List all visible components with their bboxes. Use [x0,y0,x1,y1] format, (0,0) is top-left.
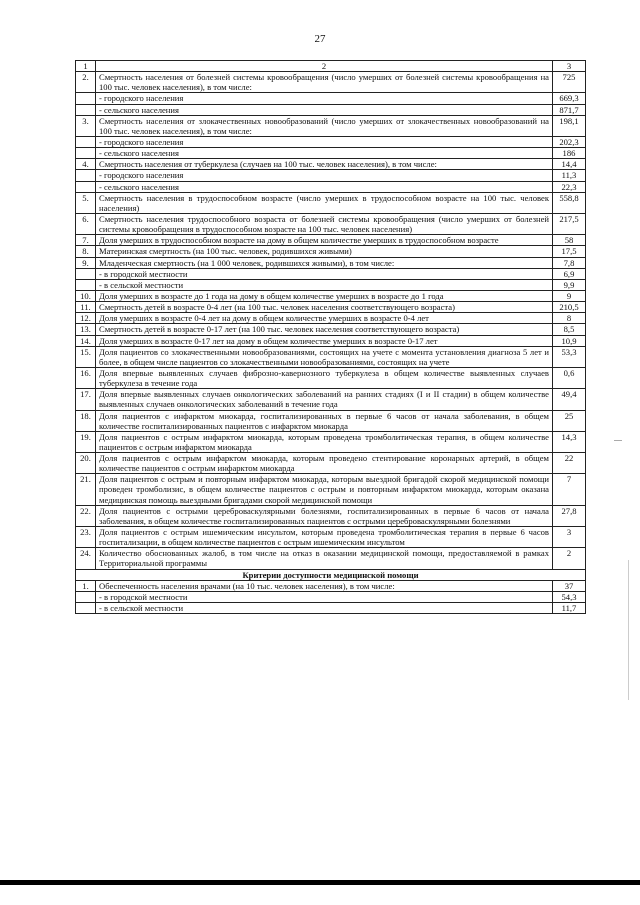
row-value: 669,3 [553,93,586,104]
row-number: 16. [76,367,96,388]
row-value: 27,8 [553,505,586,526]
row-indicator-text: - городского населения [96,170,553,181]
table-row [76,346,586,367]
table-row [76,104,586,115]
table-row [76,335,586,346]
table-row [76,603,586,614]
row-number [76,268,96,279]
table-row [76,453,586,474]
row-value: 7 [553,474,586,505]
table-row [76,93,586,104]
table-row [76,527,586,548]
row-number: 11. [76,302,96,313]
row-indicator-text: Доля пациентов с острыми цереброваскулярными болезнями, госпитализированных в первые 6 часов от начала заболевания, в общем количестве госпитализированных пациентов с острыми цереброваскулярными болезнями [96,505,553,526]
table-row [76,302,586,313]
row-value: 22 [553,453,586,474]
row-indicator-text: - городского населения [96,136,553,147]
header-cell: 2 [96,61,553,72]
row-value: 49,4 [553,389,586,410]
row-indicator-text: - городского населения [96,93,553,104]
row-indicator-text: Доля впервые выявленных случаев фиброзно-кавернозного туберкулеза в общем количестве выявленных случаев туберкулеза в течение года [96,367,553,388]
row-value: 9,9 [553,279,586,290]
table-row [76,181,586,192]
table-row [76,474,586,505]
row-indicator-text: Доля пациентов с острым инфарктом миокарда, которым проведена тромболитическая терапия, в общем количестве пациентов с острым инфарктом миокарда [96,431,553,452]
table-row [76,591,586,602]
row-indicator-text: Доля пациентов со злокачественными новообразованиями, состоящих на учете с момента установления диагноза 5 лет и более, в общем числе пациентов со злокачественными новообразованиями, состоящих на учете [96,346,553,367]
row-value: 2 [553,548,586,569]
row-indicator-text: - в сельской местности [96,279,553,290]
table-row [76,580,586,591]
row-indicator-text: Смертность населения трудоспособного возраста от болезней системы кровообращения (число умерших от болезней системы кровообращения в трудоспособном возрасте на 100 тыс. человек населения) [96,213,553,234]
row-value: 558,8 [553,192,586,213]
table-row [76,410,586,431]
row-indicator-text: Смертность населения от злокачественных новообразований (число умерших от злокачественных новообразований на 100 тыс. человек населения), в том числе: [96,115,553,136]
row-value: 25 [553,410,586,431]
row-indicator-text: - в городской местности [96,268,553,279]
row-value: 202,3 [553,136,586,147]
table-row [76,148,586,159]
row-number: 24. [76,548,96,569]
table-row [76,246,586,257]
row-number: 15. [76,346,96,367]
row-value: 54,3 [553,591,586,602]
row-indicator-text: Количество обоснованных жалоб, в том числе на отказ в оказании медицинской помощи, предоставляемой в рамках Территориальной программы [96,548,553,569]
row-number: 18. [76,410,96,431]
row-indicator-text: Смертность детей в возрасте 0-4 лет (на 100 тыс. человек населения соответствующего возраста) [96,302,553,313]
table-header-row [76,61,586,72]
row-number: 5. [76,192,96,213]
row-value: 58 [553,235,586,246]
row-number: 8. [76,246,96,257]
row-number [76,591,96,602]
row-value: 210,5 [553,302,586,313]
row-number: 2. [76,72,96,93]
row-value: 8 [553,313,586,324]
page-number: 27 [314,33,326,45]
header-cell: 3 [553,61,586,72]
row-number: 22. [76,505,96,526]
table-row [76,268,586,279]
table-row [76,136,586,147]
row-value: 37 [553,580,586,591]
row-value: 725 [553,72,586,93]
row-number [76,279,96,290]
row-indicator-text: Смертность детей в возрасте 0-17 лет (на 100 тыс. человек населения соответствующего возраста) [96,324,553,335]
row-indicator-text: Доля пациентов с острым ишемическим инсультом, которым проведена тромболитическая терапия в первые 6 часов госпитализации, в общем количестве пациентов с острым ишемическим инсультом [96,527,553,548]
row-value: 8,5 [553,324,586,335]
table-row [76,192,586,213]
row-number [76,181,96,192]
row-number: 12. [76,313,96,324]
row-indicator-text: - в городской местности [96,591,553,602]
row-indicator-text: Доля умерших в возрасте до 1 года на дому в общем количестве умерших в возрасте до 1 года [96,290,553,301]
row-value: 186 [553,148,586,159]
row-number: 14. [76,335,96,346]
row-value: 22,3 [553,181,586,192]
row-indicator-text: - сельского населения [96,104,553,115]
row-value: 11,3 [553,170,586,181]
row-number: 13. [76,324,96,335]
row-number: 19. [76,431,96,452]
row-indicator-text: Доля впервые выявленных случаев онкологических заболеваний на ранних стадиях (I и II стадии) в общем количестве выявленных случаев онкологических заболеваний в течение года [96,389,553,410]
row-number: 23. [76,527,96,548]
row-value: 9 [553,290,586,301]
table-row [76,290,586,301]
row-number: 4. [76,159,96,170]
table-row [76,505,586,526]
row-number [76,104,96,115]
row-number: 3. [76,115,96,136]
row-indicator-text: Доля умерших в возрасте 0-17 лет на дому в общем количестве умерших в возрасте 0-17 лет [96,335,553,346]
table-row [76,72,586,93]
table-row [76,115,586,136]
row-indicator-text: Доля пациентов с инфарктом миокарда, госпитализированных в первые 6 часов от начала заболевания, в общем количестве госпитализированных пациентов с инфарктом миокарда [96,410,553,431]
table-row [76,159,586,170]
row-indicator-text: Младенческая смертность (на 1 000 человек, родившихся живыми), в том числе: [96,257,553,268]
scan-line [628,560,629,700]
row-number: 6. [76,213,96,234]
table-row [76,313,586,324]
row-indicator-text: - сельского населения [96,181,553,192]
row-number: 1. [76,580,96,591]
row-indicator-text: Смертность населения от болезней системы кровообращения (число умерших от болезней системы кровообращения на 100 тыс. человек населения), в том числе: [96,72,553,93]
row-indicator-text: - сельского населения [96,148,553,159]
row-value: 7,8 [553,257,586,268]
row-value: 10,9 [553,335,586,346]
table-row [76,389,586,410]
row-value: 14,3 [553,431,586,452]
table-row [76,324,586,335]
row-number: 7. [76,235,96,246]
row-number [76,603,96,614]
row-value: 11,7 [553,603,586,614]
row-value: 871,7 [553,104,586,115]
row-number [76,93,96,104]
row-value: 6,9 [553,268,586,279]
row-number [76,136,96,147]
scan-mark [614,440,622,441]
table-row [76,279,586,290]
row-value: 14,4 [553,159,586,170]
row-indicator-text: Доля пациентов с острым и повторным инфарктом миокарда, которым выездной бригадой скорой медицинской помощи проведен тромболизис, в общем количестве пациентов с острым и повторным инфарктом миокарда, которым оказана медицинская помощь выездными бригадами скорой медицинской помощи [96,474,553,505]
row-indicator-text: Смертность населения от туберкулеза (случаев на 100 тыс. человек населения), в том числе: [96,159,553,170]
row-indicator-text: Доля умерших в возрасте 0-4 лет на дому в общем количестве умерших в возрасте 0-4 лет [96,313,553,324]
row-value: 3 [553,527,586,548]
row-indicator-text: - в сельской местности [96,603,553,614]
row-number: 17. [76,389,96,410]
table-row [76,257,586,268]
table-row [76,431,586,452]
row-number: 20. [76,453,96,474]
bottom-scan-bar [0,880,640,885]
section-header-row [76,569,586,580]
row-indicator-text: Доля умерших в трудоспособном возрасте на дому в общем количестве умерших в трудоспособном возрасте [96,235,553,246]
row-value: 0,6 [553,367,586,388]
table-row [76,235,586,246]
section-title: Критерии доступности медицинской помощи [76,569,586,580]
row-indicator-text: Материнская смертность (на 100 тыс. человек, родившихся живыми) [96,246,553,257]
table-row [76,213,586,234]
row-value: 53,3 [553,346,586,367]
header-cell: 1 [76,61,96,72]
row-value: 17,5 [553,246,586,257]
criteria-table [75,60,586,614]
row-number [76,170,96,181]
row-number: 9. [76,257,96,268]
row-value: 217,5 [553,213,586,234]
row-indicator-text: Обеспеченность населения врачами (на 10 тыс. человек населения), в том числе: [96,580,553,591]
row-number: 21. [76,474,96,505]
row-number [76,148,96,159]
row-number: 10. [76,290,96,301]
table-row [76,548,586,569]
row-value: 198,1 [553,115,586,136]
row-indicator-text: Доля пациентов с острым инфарктом миокарда, которым проведено стентирование коронарных артерий, в общем количестве пациентов с острым инфарктом миокарда [96,453,553,474]
row-indicator-text: Смертность населения в трудоспособном возрасте (число умерших в трудоспособном возрасте на 100 тыс. человек населения) [96,192,553,213]
table-row [76,170,586,181]
table-row [76,367,586,388]
